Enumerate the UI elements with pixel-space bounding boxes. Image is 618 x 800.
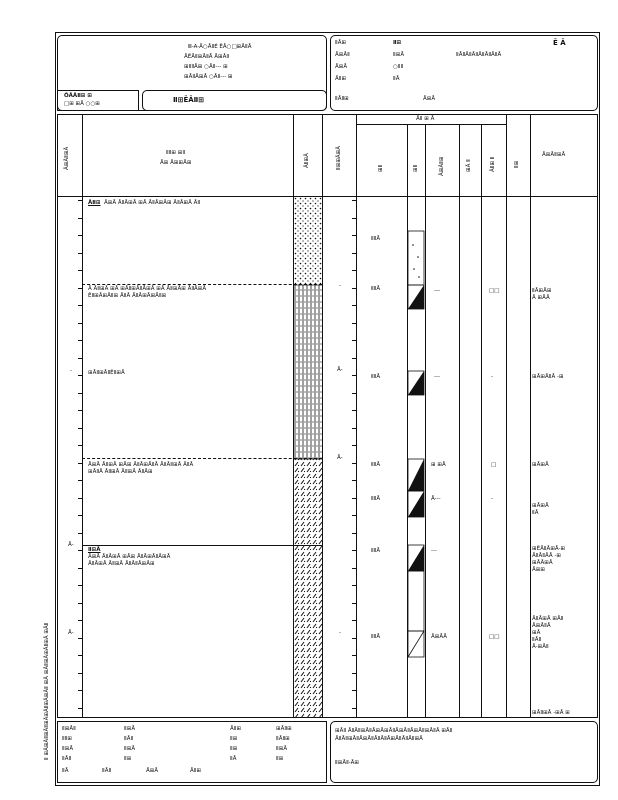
notes-col-header: Ⅱ⊞ [514, 160, 520, 168]
footer-r1c3: ĀⅡ⊞ [230, 726, 242, 732]
mark-5: □□ [489, 634, 500, 640]
footer-r1c4: ⊞ĀⅡ⊞ [276, 726, 292, 732]
sample-tick [352, 655, 356, 656]
footer-right-line2: ĀⅡĀⅡ⊞ĀⅡĀ⊞ĀⅡĀⅡĀⅡĀ⊞ĀⅡĀⅡĀⅡ⊞Ā [335, 736, 423, 742]
depth-tick [78, 463, 82, 464]
remark-3a: ⊞Ā⊞Ā [532, 462, 549, 468]
sub-header-3: Ā⊞ĀⅡ⊞ [439, 156, 445, 176]
depth-tick [78, 428, 82, 429]
footer-right-line3: Ⅱ⊞ĀⅡ-Ā⊞ [335, 760, 360, 766]
info-value-3: ○ⅡⅡ [393, 64, 404, 70]
sample-depth-mark-1: - [339, 283, 341, 289]
info-value-2: Ⅱ⊞Ā [393, 52, 405, 58]
sample-tick [352, 200, 356, 201]
depth-tick [78, 515, 82, 516]
depth-tick [78, 550, 82, 551]
sample-tick [352, 340, 356, 341]
info-label-4: ĀⅡ⊞ [335, 76, 347, 82]
desc-header-2: Ā⊞ Ā⊞⊞Ā⊞ [160, 160, 192, 166]
footer-r3c2: Ⅱ⊞Ā [124, 746, 136, 752]
layer-1-title: ĀⅡ⊞ [88, 200, 101, 206]
remark-4a: ⊞Ā⊞Ā [532, 503, 549, 509]
sample-tick [352, 358, 356, 359]
layer-3-text: ⊞ĀⅡ⊞ĀⅡĒⅡ⊞Ā [88, 370, 125, 376]
mark-3: □ [491, 462, 497, 468]
sample-tick [352, 445, 356, 446]
remark-6a: ĀⅡĀ⊞Ā ⊞ĀⅡ [532, 616, 564, 622]
footer-r3c1: Ⅱ⊞Ā [62, 746, 74, 752]
mark-1: □□ [489, 288, 500, 294]
sample-tick [352, 393, 356, 394]
sample-tick [352, 603, 356, 604]
footer-r1c2: Ⅱ⊞Ā [124, 726, 136, 732]
footer-r2c1: ⅡⅡ⊞ [62, 736, 73, 742]
sample-tick [352, 515, 356, 516]
remark-6c: ⊞Ā [532, 630, 541, 636]
remark-4b: ⅡĀ [532, 510, 539, 516]
sample-id-1: ⅡⅡĀ [371, 236, 381, 242]
title-small-2: □⊞ ⊞Ā ○○⊞ [64, 101, 100, 107]
footer-r5c1: ⅡĀ [62, 768, 69, 774]
remark-5b: ĀⅡĀⅡĀĀ -⊞ [532, 553, 561, 559]
sample-tick [352, 375, 356, 376]
sample-tick [352, 533, 356, 534]
footer-r4c3: ⅡĀ [230, 756, 237, 762]
layer-4-text2: ⊞ĀⅡĀ ĀⅡ⊞Ā ĀⅡ⊞Ā ĀⅡĀ⊞ [88, 469, 153, 475]
desc-header-1: ⅡⅡ⊞ ⊞Ⅱ [166, 150, 186, 156]
depth-label-1: - [70, 368, 72, 374]
sample-tick [352, 498, 356, 499]
depth-tick [78, 323, 82, 324]
mark-2: - [491, 374, 493, 380]
remark-6d: ⅡĀⅡ [532, 637, 542, 643]
sample-tick [352, 550, 356, 551]
footer-r4c4: Ⅱ⊞ [276, 756, 284, 762]
sample-value-3: ⊞ ⊞Ā [431, 462, 446, 468]
sample-tick [352, 480, 356, 481]
group-header: ĀⅡ ⊞ Ā [416, 116, 435, 122]
layer-boundary-3 [82, 545, 322, 546]
sample-depth-mark-3: Ā- [337, 455, 343, 461]
remark-1a: ⅡĀ⊞Ā⊞ [532, 288, 552, 294]
sample-tick [352, 585, 356, 586]
remark-5a: ⊞ĒĀⅡĀ⊞Ā-⊞ [532, 546, 566, 552]
depth-col-header: Ā⊞ĀⅡ⊞Ā [64, 146, 70, 170]
footer-r5c3: Ā⊞Ā [146, 768, 159, 774]
depth-label-2: Ā- [68, 542, 74, 548]
depth-tick [78, 200, 82, 201]
sample-id-7: ⅡⅡĀ [371, 634, 381, 640]
depth-tick [78, 410, 82, 411]
footer-r3c4: Ⅱ⊞Ā [276, 746, 288, 752]
sample-tick [352, 235, 356, 236]
sample-tick [352, 568, 356, 569]
layer-5-text: Ā⊞Ā ĀⅡĀ⊞Ā ⊞Ā⊞ ĀⅡĀ⊞ĀⅡĀ⊞Ā [88, 554, 171, 560]
footer-right [330, 721, 598, 783]
sample-tick [352, 708, 356, 709]
depth-tick [78, 533, 82, 534]
footer-right-line1: ⊞ĀⅡ ĀⅡĀⅡ⊞ĀⅡĀ⊞Ā⊞ĀⅡĀ⊞ĀⅡĀ⊞ĀⅡ⊞ĀⅡĀ ⊞ĀⅡ [335, 728, 453, 734]
layer-2-text: Ā ĀⅡ⊞Ā ⊞Ā ⊞ĀⅡ⊞ĀⅡĀ⊞Ā ⊞Ā ĀⅡ⊞Ā⊞ ĀⅡĀ⊞Ā [88, 286, 207, 292]
title-sub-left [57, 90, 139, 111]
sample-tick [352, 218, 356, 219]
layer-boundary-2 [82, 458, 322, 459]
footer-r2c2: ⅡĀⅡ [124, 736, 134, 742]
sub-header-1: ⊞Ⅱ [378, 164, 384, 172]
footer-r1c1: Ⅱ⊞ĀⅡ [62, 726, 76, 732]
sample-value-6: Ā⊞ĀĀ [431, 634, 448, 640]
title-bold: Ⅱ⊞ĒĀⅡ⊞ [173, 96, 205, 104]
info-label-1: ⅡĀ⊞ [335, 40, 347, 46]
title-sub-right [142, 90, 327, 111]
sample-id-6: ⅡⅡĀ [371, 548, 381, 554]
depth-tick [78, 690, 82, 691]
depth-tick [78, 445, 82, 446]
info-value-5: Ā⊞Ā [423, 96, 436, 102]
depth-tick [78, 638, 82, 639]
depth-tick [78, 655, 82, 656]
title-line-1: Ⅲ-A-Ā○ĀⅡÉ ĚĀ○□⊞ĀⅡĀ [188, 44, 252, 50]
lith-layer-2 [294, 285, 322, 459]
sample-tick [352, 288, 356, 289]
depth-tick [78, 358, 82, 359]
title-line-3: ⊞ⅡⅡĀ⊞ ○ĀⅡ--- ⊞ [184, 64, 228, 70]
remarks-col-header: Ā⊞ĀⅡ⊞Ā [542, 152, 566, 158]
sample-tick [352, 690, 356, 691]
sample-tick [352, 323, 356, 324]
title-small-1: ŌĀÄⅡ⊞ ⊞ [64, 93, 92, 99]
sample-id-3: ⅡⅡĀ [371, 374, 381, 380]
title-line-4: ⊞ĀⅡĀ⊞Ā ○ĀⅡ--- ⊞ [184, 74, 233, 80]
depth-tick [78, 218, 82, 219]
sample-tick [352, 253, 356, 254]
sample-tick [352, 620, 356, 621]
depth-tick [78, 340, 82, 341]
remark-2a: ⊞Ā⊞ĀⅡĀ -⊞ [532, 374, 564, 380]
sample-id-2: ⅡⅡĀ [371, 286, 381, 292]
info-mark: Ē Ā [553, 39, 566, 47]
lithology-log [294, 197, 322, 717]
sample-tick [352, 305, 356, 306]
sample-depth-mark-2: Ā- [337, 367, 343, 373]
sample-tick [352, 638, 356, 639]
layer-5-title: Ⅱ⊞Ā [88, 547, 101, 553]
sample-value-1: --- [434, 288, 440, 294]
sub-header-4: ⊞Ā Ⅱ [466, 159, 472, 172]
layer-5-text2: ĀⅡĀ⊞Ā ĀⅡ⊞Ā ĀⅡĀⅡĀ⊞Ā⊞ [88, 561, 155, 567]
side-note: Ⅱ ⊞Ā⊞ĀⅡ⊞ĀⅡ⊞Ā⊞ĀⅡ⊞Ā⊞ĀⅡ ⊞Ā ⊞ĀⅡ⊞Ā⊞ĀⅡ⊞Ā ⊞ĀⅡ [44, 622, 50, 760]
depth-tick [78, 708, 82, 709]
footer-r2c4: ⅡĀⅡ⊞ [276, 736, 290, 742]
info-value-1: Ⅱ⊞ [393, 40, 402, 46]
info-label-5: ⅡĀⅡ⊞ [335, 96, 349, 102]
sample-value-4: Ā--- [431, 496, 441, 502]
header-info-box [330, 35, 598, 111]
sample-id-4: ⅡⅡĀ [371, 462, 381, 468]
sample-depth-mark-4: - [339, 630, 341, 636]
depth-tick [78, 235, 82, 236]
sample-value-2: --- [434, 374, 440, 380]
remark-7a: ⊞ĀⅡ⊞Ā -⊞Ā ⊞ [532, 710, 570, 716]
footer-r2c3: Ⅱ⊞ [230, 736, 238, 742]
depth-tick [78, 568, 82, 569]
footer-r4c1: ⅡĀⅡ [62, 756, 72, 762]
depth-tick [78, 393, 82, 394]
depth-tick [78, 270, 82, 271]
remark-1b: Ā ⊞ĀĀ [532, 295, 550, 301]
sample-graphic [407, 197, 425, 717]
footer-r5c4: ĀⅡ⊞ [190, 768, 202, 774]
sub-header-5: ĀⅡ⊞ Ⅱ [490, 156, 496, 172]
sample-tick [352, 410, 356, 411]
footer-r5c2: ⅡĀⅡ [102, 768, 112, 774]
depth-tick [78, 375, 82, 376]
remark-6e: Ā-⊞ĀⅡ [532, 644, 549, 650]
remark-6b: Ā⊞ĀⅡĀ [532, 623, 551, 629]
sample-col-header: Ⅱ⊞⊞Ā⊞Ā [336, 145, 342, 170]
depth-tick [78, 288, 82, 289]
footer-r3c3: Ⅱ⊞ [230, 746, 238, 752]
depth-tick [78, 305, 82, 306]
mark-4: - [491, 496, 493, 502]
depth-label-3: Ā- [68, 630, 74, 636]
depth-tick [78, 585, 82, 586]
info-label-2: Ā⊞ĀⅡ [335, 52, 350, 58]
remark-5c: ⊞ĀĀ⊞Ā [532, 560, 553, 566]
sub-header-2: ⊞Ⅱ [413, 164, 419, 172]
sample-tick [352, 270, 356, 271]
layer-boundary-1 [82, 284, 322, 285]
layer-1-text: Ā⊞Ā ĀⅡĀ⊞Ā ⊞Ā ĀⅡĀ⊞Ā⊞ ĀⅡĀ⊞Ā ĀⅡ [104, 200, 201, 206]
sample-id-5: ⅡⅡĀ [371, 496, 381, 502]
lith-layer-1 [294, 197, 322, 285]
lith-layer-3 [294, 459, 322, 717]
layer-4-text: Ā⊞Ā ĀⅡ⊞Ā ⊞Ā⊞ ĀⅡĀ⊞ĀⅡĀ ĀⅡĀⅡ⊞Ā ĀⅡĀ [88, 462, 194, 468]
info-label-3: Ā⊞Ā [335, 64, 348, 70]
sample-tick [352, 428, 356, 429]
sample-tick [352, 463, 356, 464]
title-line-2: ĀĒĀⅡ⊞ĀⅡĀ Ā⊞ĀⅡ [184, 54, 230, 60]
info-value-4: ⅡĀ [393, 76, 400, 82]
footer-r4c2: Ⅱ⊞ [124, 756, 132, 762]
depth-tick [78, 253, 82, 254]
sample-tick [352, 673, 356, 674]
footer-left [57, 721, 327, 783]
remark-5d: Ā⊞⊞ [532, 567, 545, 573]
layer-2-text2: ĒⅡ⊞Ā⊞ĀⅡ⊞ ĀⅡĀ ĀⅡĀ⊞Ā⊞ĀⅡ⊞ [88, 293, 167, 299]
depth-tick [78, 603, 82, 604]
depth-tick [78, 480, 82, 481]
sample-value-5: --- [431, 548, 437, 554]
depth-tick [78, 498, 82, 499]
info-code: ⅡĀⅡĀⅡĀⅡĀⅡĀⅡĀⅡĀ [456, 52, 502, 58]
depth-tick [78, 620, 82, 621]
depth-tick [78, 673, 82, 674]
log-col-header: ĀⅡ⊞Ā [304, 153, 310, 168]
